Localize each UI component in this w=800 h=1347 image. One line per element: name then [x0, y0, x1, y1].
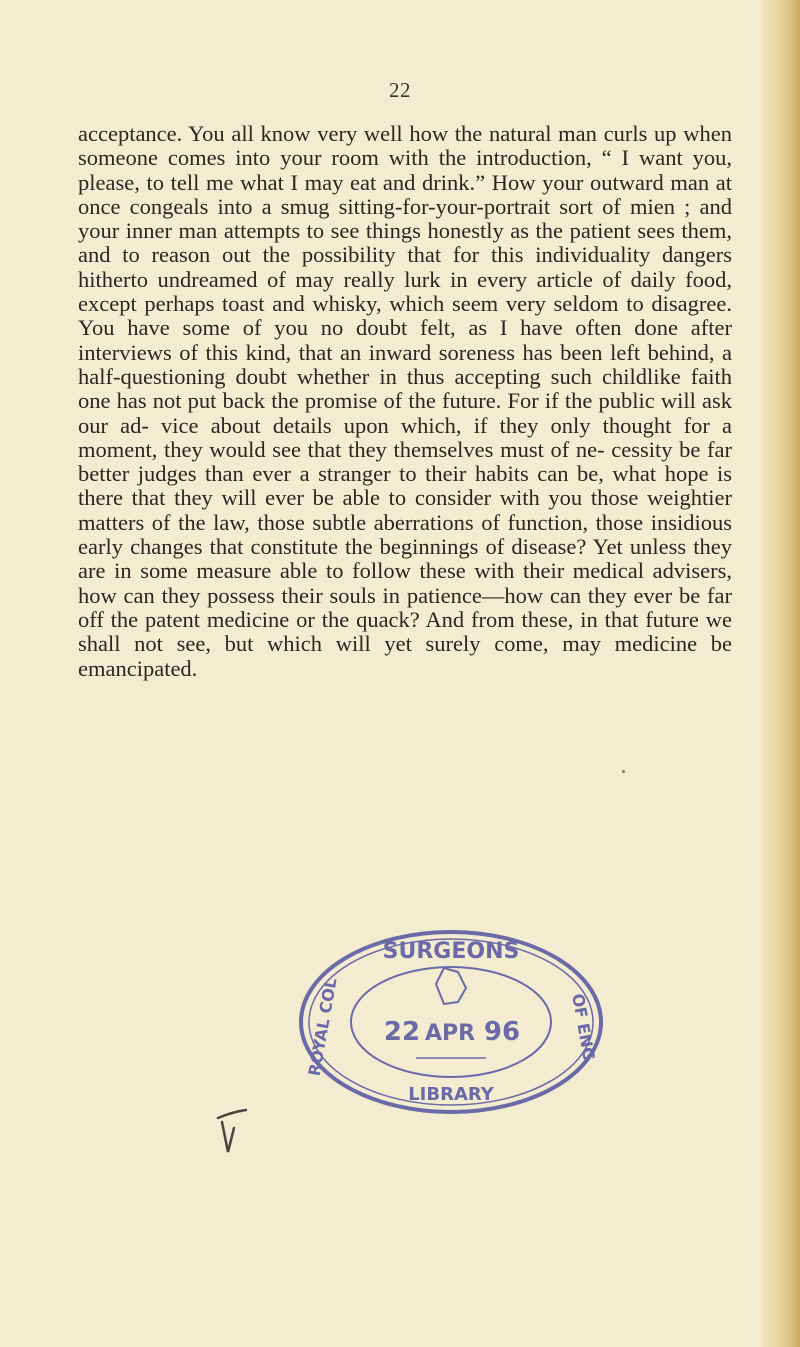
body-text	[78, 122, 732, 681]
pencil-tick-icon	[212, 1108, 252, 1158]
stamp-left-text: ROYAL COL	[304, 976, 341, 1078]
stamp-right-text: OF ENG	[568, 992, 599, 1062]
paragraph: acceptance. You all know very well how the natural man curls up when someone comes into your room with the introduction, “ I want you, please, to tell me what I may eat and drink.” How your outward man at once congeals into a smug sitting-for-your-portrait sort of mien ; and your inner man attempts to see things honestly as the patient sees them, and to reason out the possibility that for this individuality dangers hitherto undreamed of may really lurk in every article of daily food, except perhaps toast and whisky, which seem very seldom to disagree. You have some of you no doubt felt, as I have often done after interviews of this kind, that an inward soreness has been left behind, a half-questioning doubt whether in thus accepting such childlike faith one has not put back the promise of the future. For if the public will ask our ad- vice about details upon which, if they only thought for a moment, they would see that they themselves must of ne- cessity be far better judges than ever a stranger to their habits can be, what hope is there that they will ever be able to consider with you those weightier matters of the law, those subtle aberrations of function, those insidious early changes that constitute the beginnings of disease? Yet unless they are in some measure able to follow these with their medical advisers, how can they possess their souls in patience—how can they ever be far off the patent medicine or the quack? And from these, in that future we shall not see, but which will yet surely come, may medicine be emancipated.	[78, 121, 732, 681]
stamp-date-year: 96	[483, 1017, 521, 1047]
stamp-date-month: APR	[424, 1021, 476, 1046]
page-number: 22	[389, 78, 411, 102]
stamp-bottom-text: LIBRARY	[408, 1084, 494, 1105]
ink-speck	[622, 770, 625, 773]
page-edge-shadow	[762, 0, 800, 1347]
stamp-graphic	[298, 928, 604, 1114]
pencil-mark	[212, 1108, 252, 1158]
crest-shield-icon	[436, 968, 466, 1004]
stamp-date-day: 22	[383, 1017, 421, 1047]
library-stamp	[298, 928, 604, 1114]
stamp-top-text: SURGEONS	[382, 939, 520, 964]
